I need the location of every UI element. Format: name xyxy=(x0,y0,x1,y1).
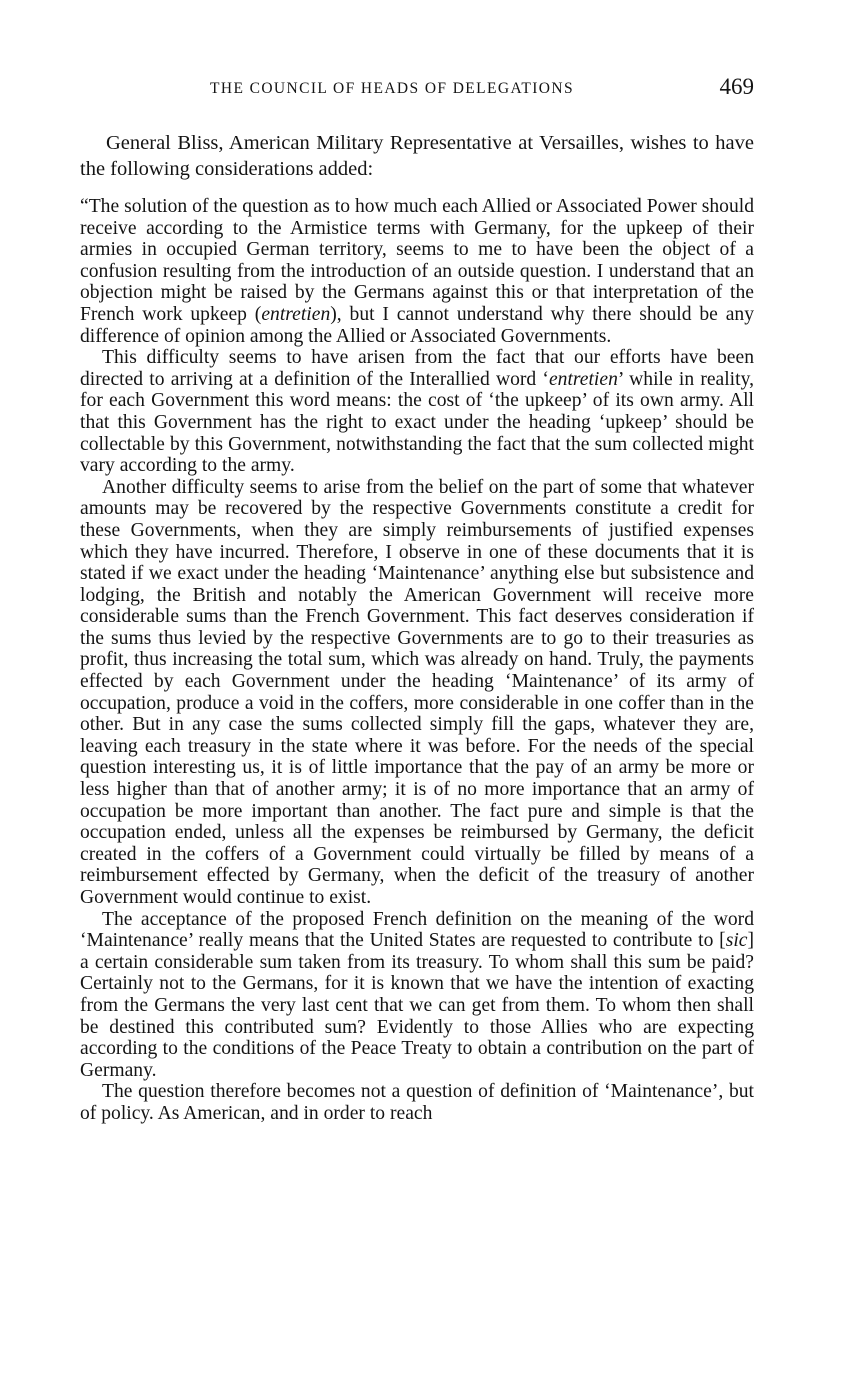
paragraph-2 xyxy=(80,347,754,477)
running-header xyxy=(80,72,754,108)
paragraph-5: The question therefore becomes not a question of definition of ‘Maintenance’, but of policy. As American, and in order to reach xyxy=(80,1081,754,1124)
quoted-statement xyxy=(80,196,754,1125)
paragraph-4 xyxy=(80,909,754,1082)
paragraph-4-italic: sic xyxy=(725,930,748,952)
paragraph-1-italic: entretien xyxy=(261,303,331,325)
paragraph-2-text-a: This difficulty seems to have arisen from the fact that our efforts have been directed to arriving at a definition of the Interallied word ‘ xyxy=(80,347,754,390)
paragraph-1-text-a: “The solution of the question as to how much each Allied or Associated Power should receive according to the Armistice terms with Germany, for the upkeep of their armies in occupied German territory, seems to me to have been the object of a confusion resulting from the introduction of an outside question. I understand that an objection might be raised by the Germans against this or that interpretation of the French work upkeep ( xyxy=(80,196,754,325)
paragraph-1-text-b: ), but I cannot understand why there should be any difference of opinion among the Allied or Associated Governments. xyxy=(80,303,754,347)
paragraph-1 xyxy=(80,196,754,347)
paragraph-4-text-a: The acceptance of the proposed French definition on the meaning of the word ‘Maintenance’ really means that the United States are requested to contribute to [ xyxy=(80,908,754,952)
paragraph-2-text-b: ’ while in reality, for each Government this word means: the cost of ‘the upkeep’ of its own army. All that this Government has the right to exact under the heading ‘upkeep’ should be collectable by this Government, notwithstanding the fact that the sum collected might vary according to the army. xyxy=(80,368,754,477)
running-title: THE COUNCIL OF HEADS OF DELEGATIONS xyxy=(210,80,575,97)
paragraph-2-italic: entretien xyxy=(548,368,618,390)
document-page xyxy=(80,72,754,1125)
intro-paragraph: General Bliss, American Military Representative at Versailles, wishes to have the following considerations added: xyxy=(80,132,754,180)
page-number: 469 xyxy=(719,74,754,99)
paragraph-3: Another difficulty seems to arise from the belief on the part of some that whatever amounts may be recovered by the respective Governments constitute a credit for these Governments, when they are simply reimbursements of justified expenses which they have incurred. Therefore, I observe in one of these documents that it is stated if we exact under the heading ‘Maintenance’ anything else but subsistence and lodging, the British and notably the American Government will receive more considerable sums than the French Government. This fact deserves consideration if the sums thus levied by the respective Governments are to go to their treasuries as profit, thus increasing the total sum, which was already on hand. Truly, the payments effected by each Government under the heading ‘Maintenance’ of its army of occupation, produce a void in the coffers, more considerable in one coffer than in the other. But in any case the sums collected simply fill the gaps, whatever they are, leaving each treasury in the state where it was before. For the needs of the special question interesting us, it is of little importance that the pay of an army be more or less higher than that of another army; it is of no more importance that an army of occupation be more important than another. The fact pure and simple is that the occupation ended, unless all the expenses be reimbursed by Germany, the deficit created in the coffers of a Government could virtually be filled by means of a reimbursement effected by Germany, when the deficit of the treasury of another Government would continue to exist. xyxy=(80,476,754,908)
paragraph-4-text-b: ] a certain considerable sum taken from its treasury. To whom shall this sum be paid? Certainly not to the Germans, for it is known that we have the intention of exacting from the Germans the very last cent that we can get from them. To whom then shall be destined this contributed sum? Evidently to those Allies who are expecting according to the conditions of the Peace Treaty to obtain a contribution on the part of Germany. xyxy=(80,930,754,1081)
